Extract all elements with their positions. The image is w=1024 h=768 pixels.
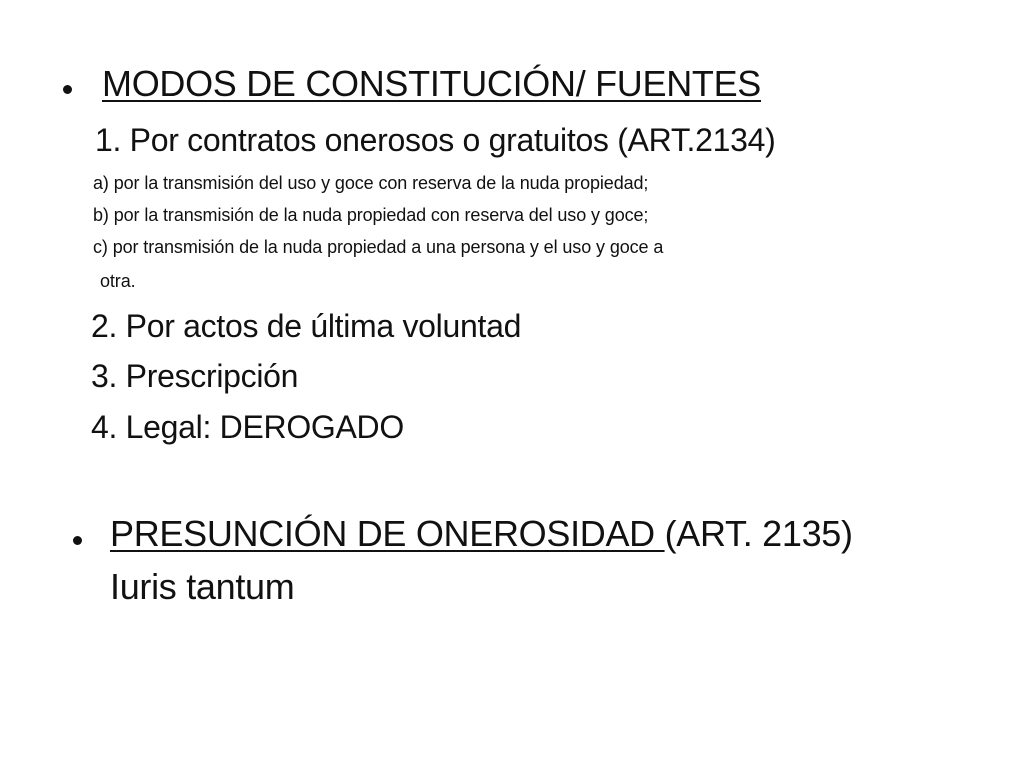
sub-item-b: b) por la transmisión de la nuda propiedad con reserva del uso y goce;	[93, 205, 649, 225]
section-2-heading-underlined: PRESUNCIÓN DE ONEROSIDAD	[110, 513, 665, 554]
section-1-heading	[102, 63, 762, 104]
sub-item-c-continuation: otra.	[100, 271, 136, 291]
sub-item-a: a) por la transmisión del uso y goce con reserva de la nuda propiedad;	[93, 173, 649, 193]
item-4: 4. Legal: DEROGADO	[91, 409, 404, 445]
section-2-heading	[110, 513, 853, 554]
sub-item-c: c) por transmisión de la nuda propiedad a una persona y el uso y goce a	[93, 237, 664, 257]
section-2-heading-article: (ART. 2135)	[664, 513, 853, 554]
item-2: 2. Por actos de última voluntad	[91, 308, 522, 344]
item-1: 1. Por contratos onerosos o gratuitos (ART.2134)	[95, 122, 776, 158]
section-2-line-2: Iuris tantum	[110, 566, 295, 607]
section-1-heading-text: MODOS DE CONSTITUCIÓN/ FUENTES	[102, 63, 762, 104]
bullet-section-2	[73, 536, 82, 545]
bullet-section-1	[63, 85, 72, 94]
item-3: 3. Prescripción	[91, 358, 299, 394]
